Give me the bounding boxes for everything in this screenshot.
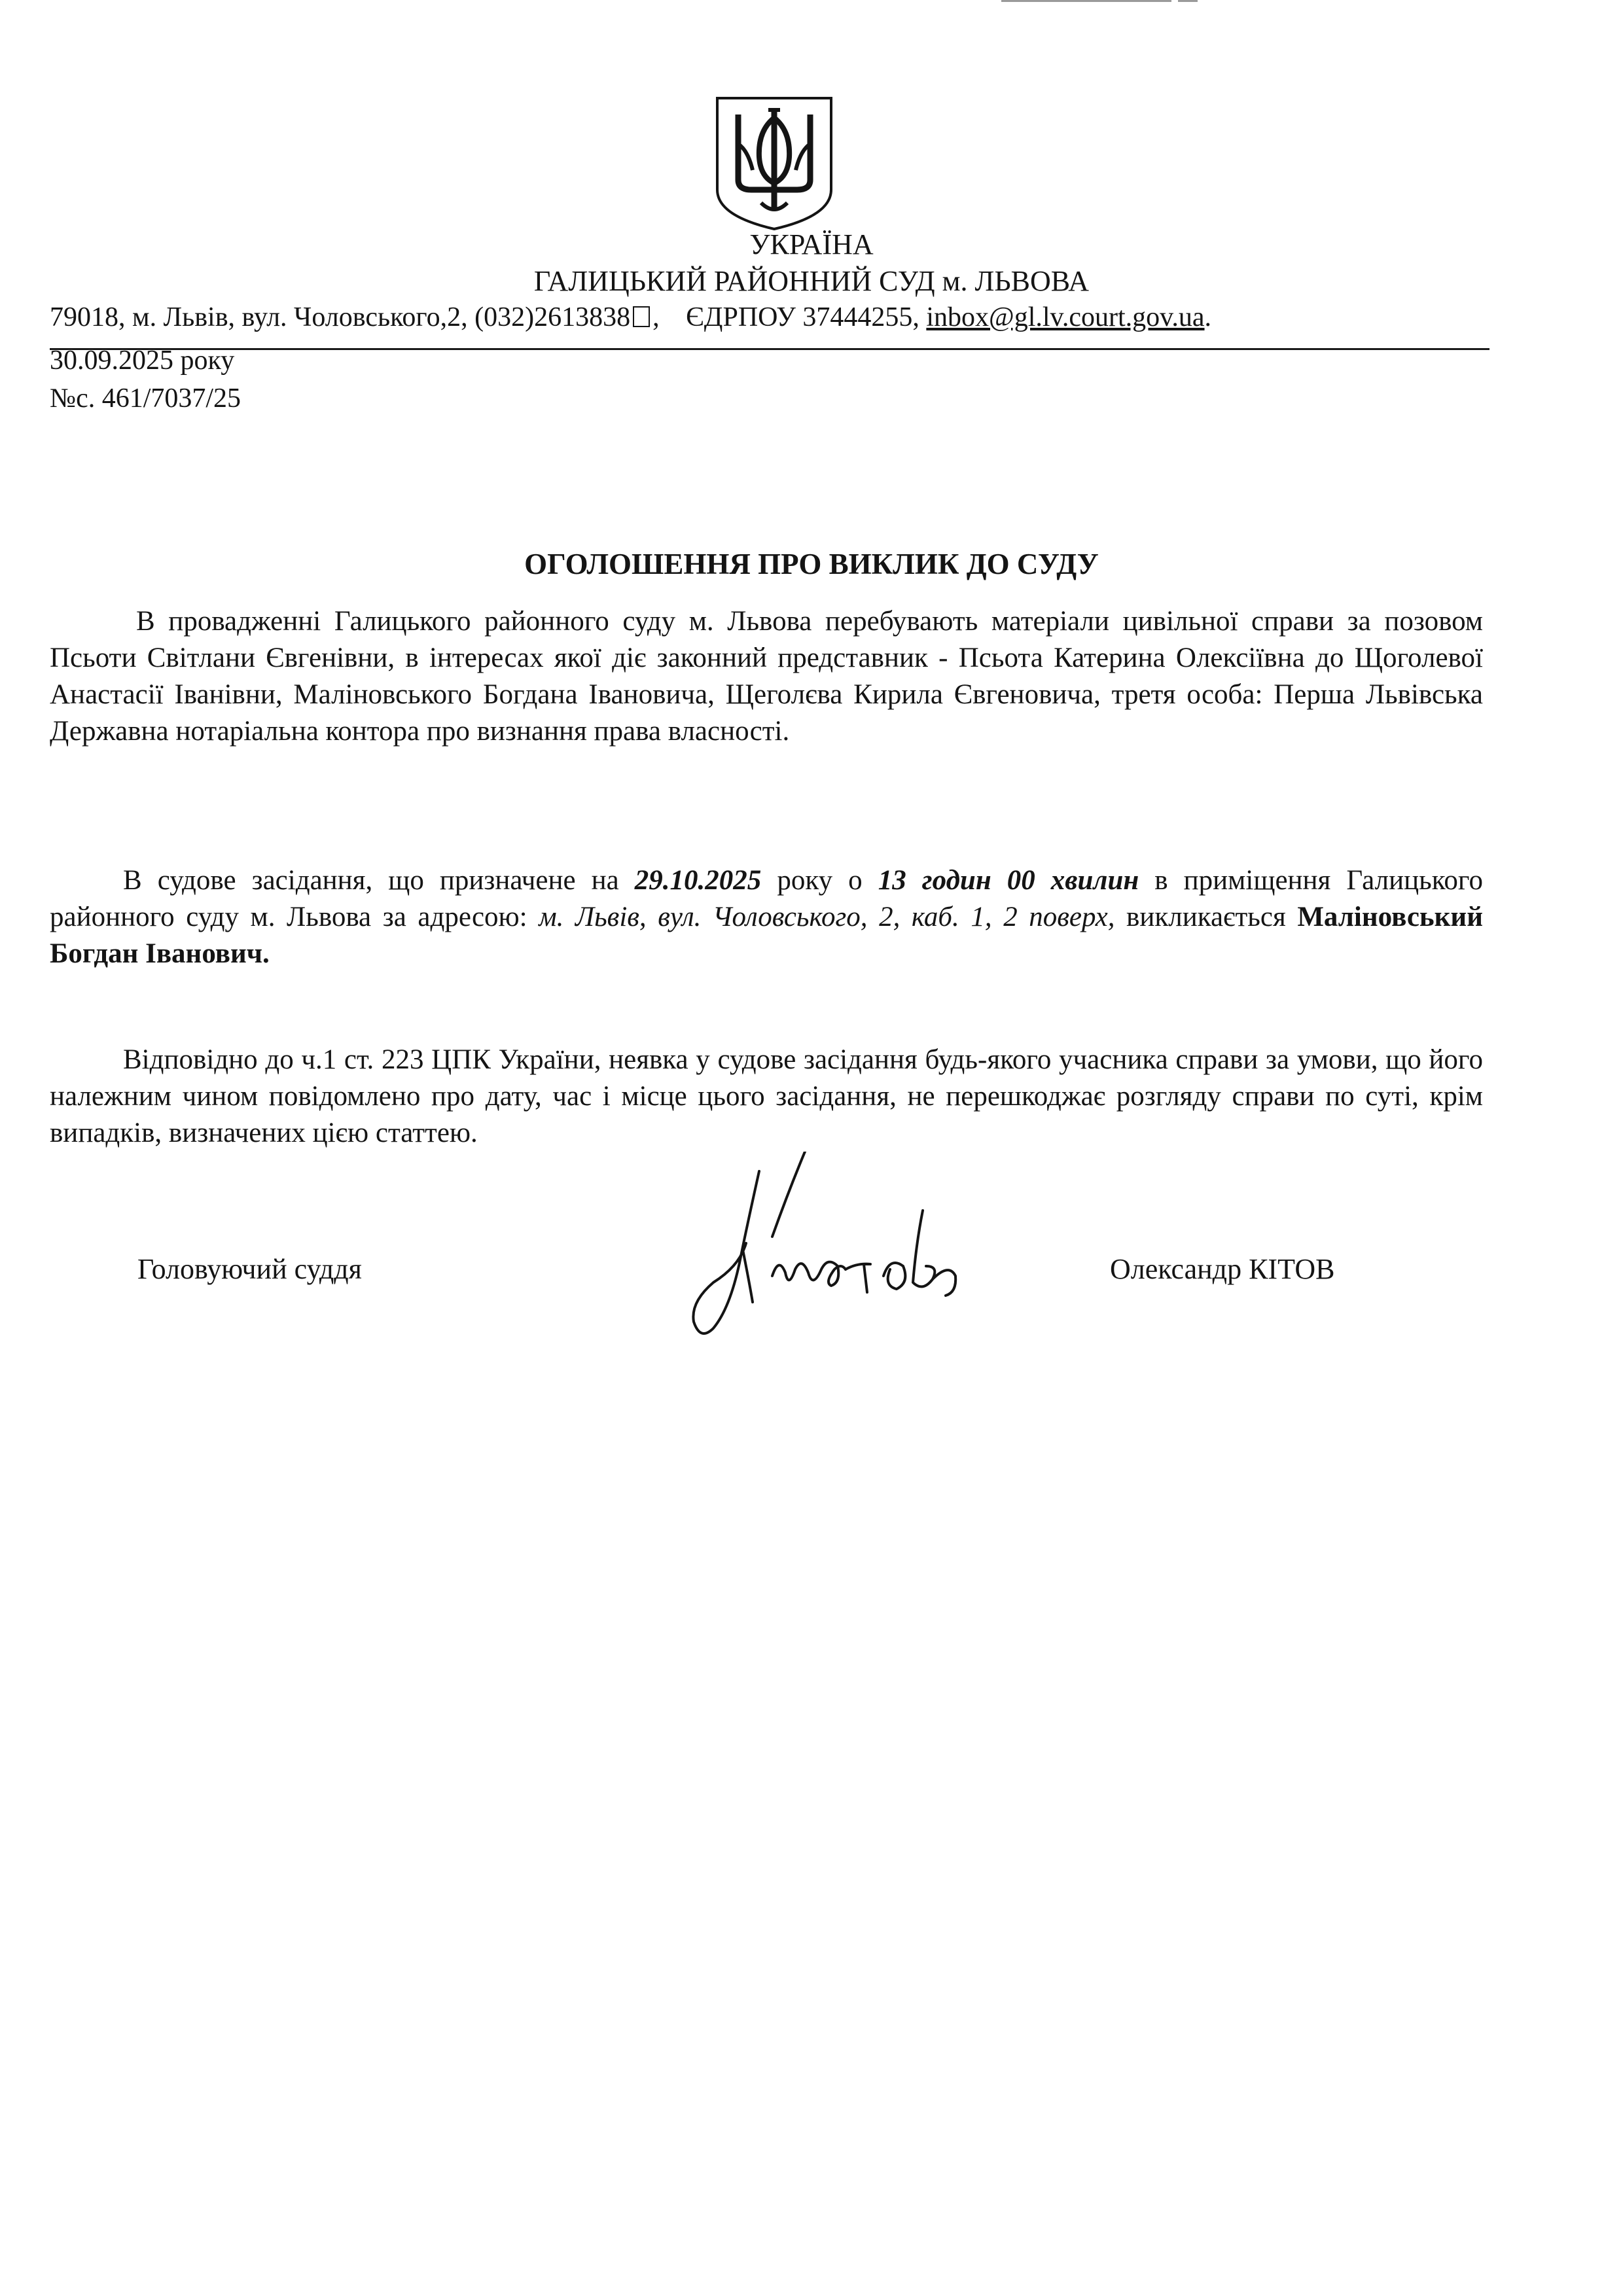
header-court-name: ГАЛИЦЬКИЙ РАЙОННИЙ СУД м. ЛЬВОВА	[533, 265, 1090, 297]
handwritten-signature-icon	[674, 1152, 1014, 1348]
case-number: №с. 461/7037/25	[50, 383, 241, 414]
document-date: 30.09.2025 року	[50, 345, 235, 376]
hearing-time: 13 годин 00 хвилин	[878, 865, 1139, 896]
scan-artifact-line-short	[1178, 0, 1198, 2]
hearing-date: 29.10.2025	[634, 865, 762, 896]
paragraph-3	[50, 1042, 1483, 1152]
header-email-suffix: .	[1204, 302, 1212, 332]
header-divider	[50, 348, 1489, 350]
scan-artifact-line	[1001, 0, 1171, 2]
header-country: УКРАЇНА	[749, 228, 874, 260]
paragraph-3-text: Відповідно до ч.1 ст. 223 ЦПК України, неявка у судове засідання будь-якого учасника справи за умови, що його належним чином повідомлено про дату, час і місце цього засідання, не перешкоджає розгляду справи по суті, крім випадків, визначених цією статтею.	[50, 1044, 1483, 1148]
hearing-address: м. Львів, вул. Чоловського, 2, каб. 1, 2 поверх,	[539, 902, 1115, 932]
phone-box-glyph	[633, 306, 650, 327]
paragraph-2-text: В судове засідання, що призначене на	[123, 865, 635, 896]
signature-role: Головуючий суддя	[137, 1253, 362, 1285]
document-title: ОГОЛОШЕННЯ ПРО ВИКЛИК ДО СУДУ	[524, 548, 1099, 580]
paragraph-2-text: в приміщення Галицького районного суду м. Львова за адресою:	[50, 865, 1483, 932]
coat-of-arms-icon	[712, 92, 836, 232]
paragraph-2-text: року о	[761, 865, 878, 896]
paragraph-1-text: В провадженні Галицького районного суду м. Львова перебувають матеріали цивільної справи за позовом Псьоти Світлани Євгенівни, в інтересах якої діє законний представник - Псьота Катерина Олексіївна до Щоголевої Анастасії Іванівни, Маліновського Богдана Івановича, Щеголєва Кирила Євгеновича, третя особа: Перша Львівська Державна нотаріальна контора про визнання права власності.	[50, 606, 1483, 747]
paragraph-2-text: викликається	[1115, 902, 1298, 932]
paragraph-2	[50, 862, 1483, 972]
header-edrpou: ЄДРПОУ 37444255,	[686, 302, 919, 332]
paragraph-1	[50, 603, 1483, 750]
header-address: 79018, м. Львів, вул. Чоловського,2, (032)2613838	[50, 302, 631, 332]
signature-name: Олександр КІТОВ	[1110, 1253, 1335, 1285]
header-contacts: 79018, м. Львів, вул. Чоловського,2, (032)2613838 , ЄДРПОУ 37444255, inbox@gl.lv.court.gov.ua.	[50, 302, 1212, 332]
header-email[interactable]: inbox@gl.lv.court.gov.ua	[926, 302, 1205, 332]
summoned-person: Маліновський Богдан Іванович.	[50, 902, 1483, 969]
